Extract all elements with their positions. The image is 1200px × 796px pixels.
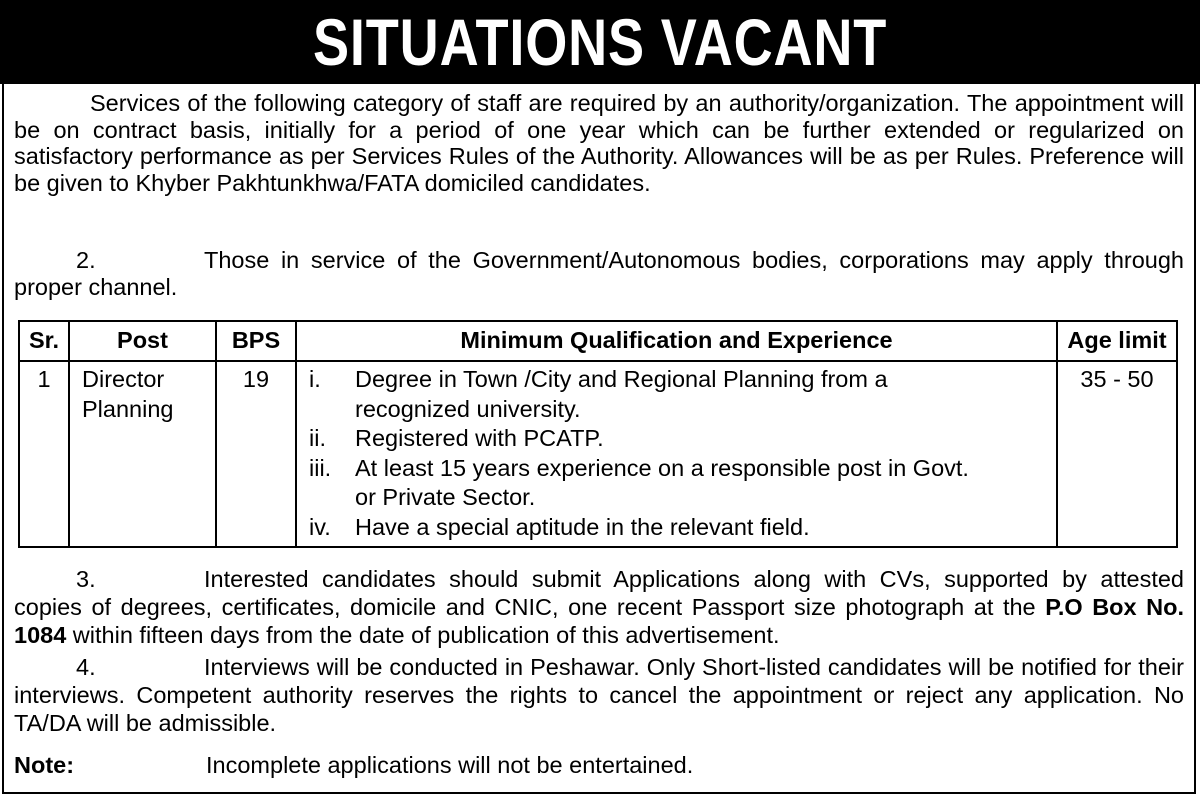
qualification-item: ii. Registered with PCATP.: [309, 425, 604, 451]
cell-qualification: [296, 361, 1057, 547]
cell-bps: 19: [216, 361, 296, 547]
po-box: P.O Box No. 1084: [14, 594, 1184, 648]
header-banner: [0, 0, 1200, 84]
table-header-row: [19, 321, 1177, 361]
paragraph-4: 4. Interviews will be conducted in Peshawar. Only Short-listed candidates will be notified for their interviews. Competent authority reserves the rights to cancel the appointment or reject any application. No TA/DA will be admissible.: [14, 654, 1184, 736]
note-label: Note:: [14, 752, 75, 778]
cell-post: Director Planning: [69, 361, 216, 547]
qualification-item: iii. At least 15 years experience on a responsible post in Govt. or Private Sector.: [309, 454, 969, 510]
col-post: Post: [69, 321, 216, 361]
paragraph-2: 2. Those in service of the Government/Autonomous bodies, corporations may apply through proper channel.: [14, 247, 1184, 300]
page-title: SITUATIONS VACANT: [312, 5, 888, 79]
paragraph-3: 3. Interested candidates should submit Applications along with CVs, supported by attested copies of degrees, certificates, domicile and CNIC, one recent Passport size photograph at the P.O Box No. 1084 within fifteen days from the date of publication of this advertisement.: [14, 566, 1184, 648]
col-qualification: Minimum Qualification and Experience: [296, 321, 1057, 361]
qualification-item: iv. Have a special aptitude in the relevant field.: [309, 513, 810, 540]
cell-age: 35 - 50: [1057, 361, 1177, 547]
note: Note: Incomplete applications will not be entertained.: [14, 752, 694, 778]
paragraph-1: Services of the following category of staff are required by an authority/organization. The appointment will be on contract basis, initially for a period of one year which can be further extended or regularized on satisfactory performance as per Services Rules of the Authority. Allowances will be as per Rules. Preference will be given to Khyber Pakhtunkhwa/FATA domiciled candidates.: [14, 90, 1184, 196]
vacancy-table: [18, 320, 1178, 548]
cell-sr: 1: [19, 361, 69, 547]
col-bps: BPS: [216, 321, 296, 361]
qualification-item: i. Degree in Town /City and Regional Planning from a recognized university.: [309, 366, 888, 422]
table-row: [19, 361, 1177, 547]
col-sr: Sr.: [19, 321, 69, 361]
col-age: Age limit: [1057, 321, 1177, 361]
